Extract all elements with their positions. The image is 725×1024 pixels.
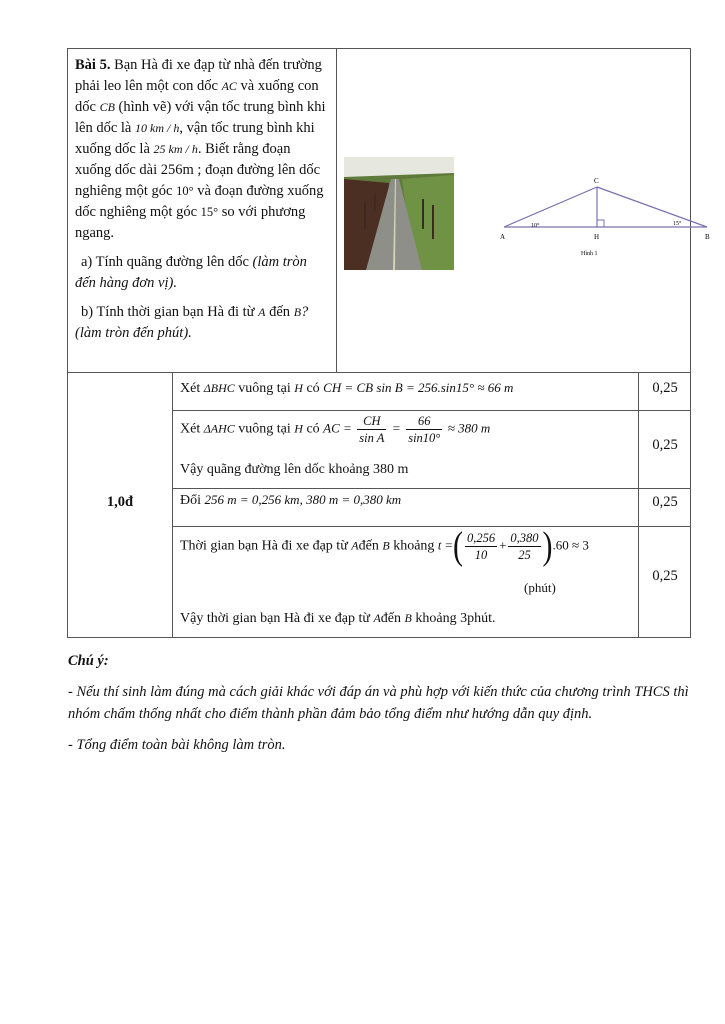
question-a-note: (làm tròn đến hàng đơn vị).	[75, 254, 307, 291]
problem-text-6: và đoạn đường xuống dốc nghiêng một góc	[75, 183, 324, 220]
score-row-3: 0,25	[652, 494, 678, 510]
figure-caption: Hình 1	[581, 251, 598, 257]
note-1: - Nếu thí sinh làm đúng mà cách giải khác với đáp án và phù hợp với kiến thức của chương trình THCS thì nhóm chấm thống nhất cho điểm thành phần đảm bảo tổng điểm như hướng dẫn quy định.	[68, 684, 689, 722]
r4-conclusion-c: khoảng 3phút.	[415, 611, 496, 626]
problem-text-5: . Biết rằng đoạn xuống dốc dài 256m ; đoạn đường lên dốc nghiêng một góc	[75, 141, 321, 199]
r1-prefix: Xét	[180, 381, 201, 396]
r2-co: có	[306, 421, 320, 437]
r4-fraction-2	[508, 530, 540, 563]
r4-f2-num: 0,380	[510, 531, 539, 545]
question-a-label: a) Tính quãng đường lên dốc	[81, 254, 249, 270]
r2-fraction-1	[357, 413, 386, 446]
note-2: - Tổng điểm toàn bài không làm tròn.	[68, 737, 286, 753]
question-b-mid: đến	[269, 304, 291, 320]
r2-rhs: ≈ 380 m	[447, 420, 491, 436]
divider-problem-figure	[336, 48, 337, 372]
solution-row-1	[180, 378, 513, 399]
r2-prefix: Xét	[180, 421, 201, 437]
r4-khoang: khoảng	[393, 538, 435, 554]
r2-f1-den: sin A	[359, 431, 385, 445]
r2-h: H	[294, 421, 303, 436]
solution-row-2: Xét ΔAHC vuông tại H có AC = $\frac{CH}{\text{sin A}}$ = $\frac{66}{\sin 10^\circ}$ ≈ 380 m	[180, 414, 491, 445]
r4-b: B	[382, 538, 390, 553]
r2-fraction-2	[406, 413, 442, 446]
r4-plus: +	[499, 537, 507, 553]
problem-text-7: so với phương ngang.	[75, 204, 306, 241]
r1-h: H	[294, 381, 303, 395]
r2-mid: vuông tại	[238, 421, 291, 437]
triangle-figure	[498, 170, 713, 270]
score-row-2: 0,25	[652, 437, 678, 453]
divider-problem-solution	[67, 372, 691, 373]
problem-statement	[75, 55, 330, 344]
speed-up: 10 km / h	[135, 121, 180, 135]
road-photo	[344, 157, 454, 270]
segment-ac: AC	[221, 79, 237, 93]
r2-conclusion: Vậy quãng đường lên dốc khoảng 380 m	[180, 462, 409, 477]
divider-score-column	[638, 372, 639, 638]
r4-t: t =	[437, 538, 453, 553]
r4-fraction-1	[465, 530, 497, 563]
r2-f1-num: CH	[357, 413, 386, 430]
point-b: B	[293, 305, 302, 319]
speed-down: 25 km / h	[153, 142, 198, 156]
angle-up: 10°	[176, 184, 194, 198]
question-b-label: b) Tính thời gian bạn Hà đi từ	[81, 304, 255, 320]
solution-row-4: Thời gian bạn Hà đi xe đạp từ Ađến B khoảng t =( $\frac{0,256}{10}$ + $\frac{0,380}{25}$ ).60 ≈ 3	[180, 524, 589, 568]
r4-conclusion-a: Vậy thời gian bạn Hà đi xe đạp từ	[180, 611, 370, 626]
r4-text: Thời gian bạn Hà đi xe đạp từ	[180, 538, 348, 554]
r1-co: có	[306, 381, 320, 396]
segment-cb: CB	[99, 100, 115, 114]
solution-row-3	[180, 490, 401, 511]
r4-unit: (phút)	[524, 580, 556, 595]
r4-conclusion-point-a: A	[373, 611, 381, 625]
r4-mid: đến	[358, 538, 379, 554]
r1-formula: CH = CB sin B = 256.sin15° ≈ 66 m	[323, 380, 514, 395]
r1-triangle: ΔBHC	[203, 381, 235, 395]
label-a: A	[500, 233, 506, 241]
r4-a: A	[351, 538, 359, 553]
points-total: 1,0đ	[106, 494, 134, 510]
r2-lhs: AC =	[323, 420, 352, 436]
r1-mid: vuông tại	[238, 381, 291, 396]
r2-triangle: ΔAHC	[203, 421, 235, 436]
r4-f1-num: 0,256	[466, 531, 496, 545]
r4-f2-den: 25	[518, 548, 531, 562]
question-b-note: ? (làm tròn đến phút).	[75, 304, 309, 341]
divider-points-column	[172, 372, 173, 638]
divider-row-2	[172, 488, 691, 489]
r4-f1-den: 10	[474, 548, 488, 562]
divider-row-1	[172, 410, 691, 411]
r4-conclusion-point-b: B	[404, 611, 412, 625]
point-a: A	[258, 305, 266, 319]
divider-row-3	[172, 526, 691, 527]
label-b: B	[705, 233, 710, 241]
angle-b-label: 15°	[673, 221, 682, 227]
r2-f2-den: sin10°	[408, 431, 441, 445]
score-row-4: 0,25	[652, 568, 678, 584]
question-a	[75, 252, 330, 294]
label-h: H	[594, 233, 600, 241]
problem-text-2: và xuống con dốc	[75, 78, 319, 115]
score-row-1: 0,25	[652, 380, 678, 396]
notes-section	[68, 650, 708, 765]
problem-text-3: (hình vẽ) với vận tốc trung bình khi lên dốc là	[75, 99, 326, 136]
r3-prefix: Đổi	[180, 493, 201, 508]
notes-title: Chú ý:	[68, 653, 109, 669]
r4-conclusion-b: đến	[380, 611, 402, 626]
r4-tail: .60 ≈ 3	[552, 537, 589, 553]
r4-conclusion	[180, 608, 495, 629]
angle-a-label: 10°	[531, 223, 540, 229]
question-b	[75, 302, 330, 344]
label-c: C	[594, 177, 599, 185]
r3-formula: 256 m = 0,256 km, 380 m = 0,380 km	[204, 492, 402, 507]
r2-f2-num: 66	[406, 413, 442, 430]
problem-title: Bài 5.	[75, 57, 111, 73]
angle-down: 15°	[200, 205, 219, 219]
problem-text-1: Bạn Hà đi xe đạp từ nhà đến trường phải leo lên một con dốc	[75, 57, 322, 94]
problem-text-4: , vận tốc trung bình khi xuống dốc là	[75, 120, 315, 157]
